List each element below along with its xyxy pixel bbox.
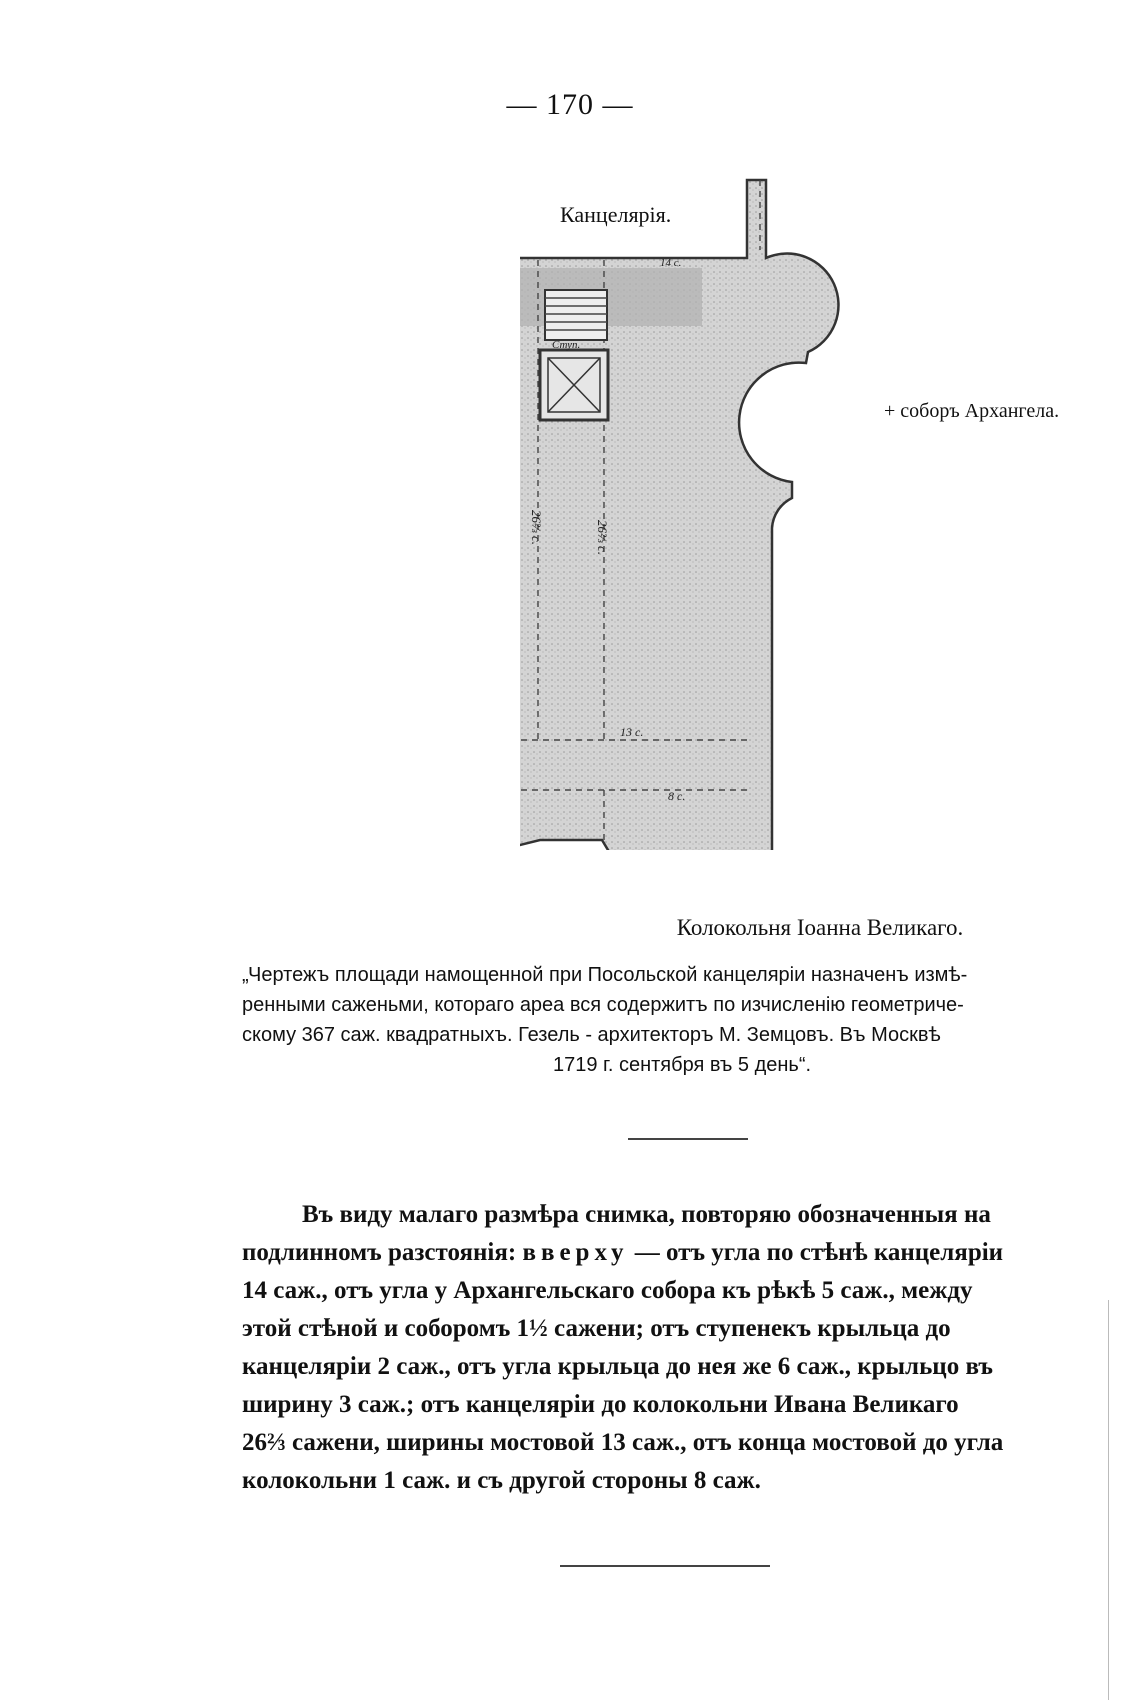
body-line [242, 1234, 1084, 1272]
body-line: этой стѣной и соборомъ 1½ сажени; отъ ступенекъ крыльца до [242, 1315, 951, 1342]
body-line: колокольни 1 саж. и съ другой стороны 8 саж. [242, 1467, 761, 1494]
body-line: канцеляріи 2 саж., отъ угла крыльца до нея же 6 саж., крыльцо въ [242, 1353, 993, 1380]
cathedral-label: + соборъ Архангела. [884, 400, 1060, 422]
dim-top-annotation: 14 с. [660, 257, 682, 269]
belfry-label: Колокольня Iоанна Великаго. [676, 915, 964, 940]
dim-right-annotation: 26⅔ с. [595, 520, 610, 556]
body-line: 14 саж., отъ угла у Архангельскаго собора къ рѣкѣ 5 саж., между [242, 1277, 973, 1304]
steps-annotation: Ступ. [552, 339, 581, 351]
caption-line: „Чертежъ площади намощенной при Посольской канцеляріи назначенъ измѣ- [242, 964, 968, 986]
body-line: 26⅔ сажени, ширины мостовой 13 саж., отъ конца мостовой до угла [242, 1429, 1004, 1456]
body-line: ширину 3 саж.; отъ канцеляріи до колокольни Ивана Великаго [242, 1391, 959, 1418]
section-divider [628, 1138, 748, 1140]
site-plan-figure [520, 150, 1120, 940]
page-number: — 170 — [506, 88, 634, 121]
emphasized-text: вверху [522, 1239, 629, 1266]
caption-line: 1719 г. сентября въ 5 день“. [552, 1054, 812, 1076]
figure-caption [242, 960, 1122, 1080]
caption-line: ренными саженьми, котораго ареа вся содержитъ по изчисленію геометриче- [242, 994, 964, 1016]
body-paragraph [242, 1196, 1084, 1500]
site-plan-drawing [520, 150, 1120, 850]
dim-pavement-annotation: 13 с. [620, 725, 644, 739]
porch [540, 290, 608, 420]
body-text-span: подлинномъ разстоянія: [242, 1239, 523, 1266]
end-divider [560, 1565, 770, 1567]
page-edge-line [1108, 1300, 1109, 1700]
office-label: Канцелярiя. [560, 202, 672, 227]
body-line: Въ виду малаго размѣра снимка, повторяю обозначенныя на [302, 1201, 991, 1228]
dim-left-annotation: 26⅔ с. [529, 510, 544, 546]
dim-bottom-annotation: 8 с. [668, 789, 686, 803]
caption-line: скому 367 саж. квадратныхъ. Гезель - архитекторъ М. Земцовъ. Въ Москвѣ [242, 1024, 941, 1046]
body-text-span: — отъ угла по стѣнѣ канцеляріи [628, 1239, 1004, 1266]
